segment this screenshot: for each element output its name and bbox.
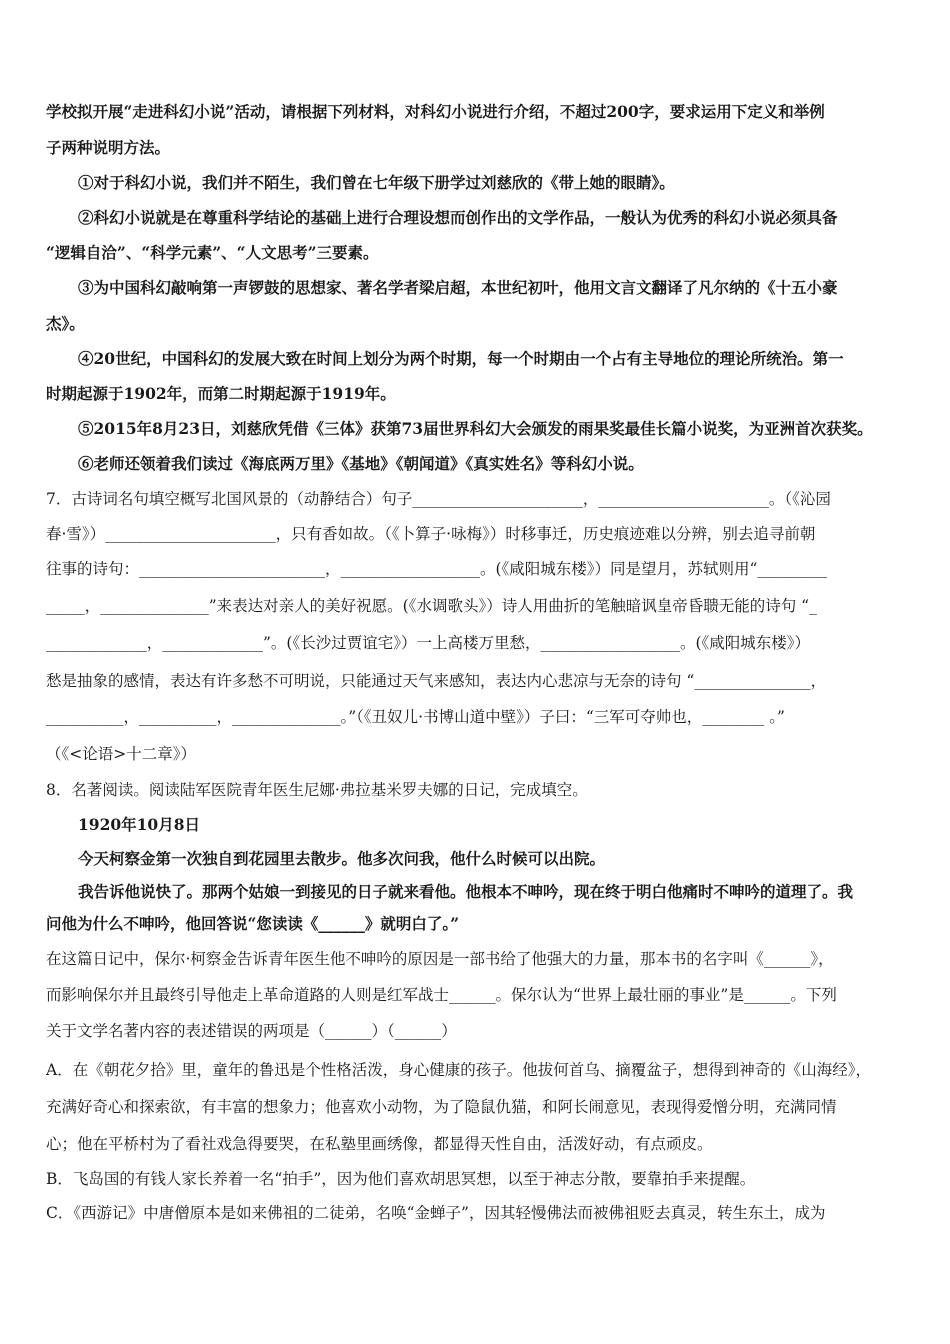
q8-option-b: B．飞岛国的有钱人家长养着一名“拍手”，因为他们喜欢胡思冥想，以至于神志分散，要靠拍手来提醒。 [46,1170,756,1188]
q7-line: 7．古诗词名句填空概写北国风景的（动静结合）句子______________________，______________________。（《沁园 [46,490,831,508]
diary-line: 今天柯察金第一次独自到花园里去散步。他多次问我，他什么时候可以出院。 [78,849,606,868]
q8-title: 8．名著阅读。阅读陆军医院青年医生尼娜·弗拉基米罗夫娜的日记，完成填空。 [46,781,588,799]
q7-line: （《<论语>十二章》） [46,745,196,763]
intro-line: 子两种说明方法。 [46,138,171,157]
q7-line: 愁是抽象的感情，表达有许多愁不可明说，只能通过天气来感知，表达内心悲凉与无奈的诗句 “_______________， [46,672,827,690]
diary-line: 我告诉他说快了。那两个姑娘一到接见的日子就来看他。他根本不呻吟，现在终于明白他痛时不呻吟的道理了。我 [78,882,854,901]
material-item: “逻辑自洽”、“科学元素”、“人文思考”三要素。 [46,243,379,262]
material-item: ⑤2015年8月23日，刘慈欣凭借《三体》获第73届世界科幻大会颁发的雨果奖最佳长篇小说奖，为亚洲首次获奖。 [78,419,873,438]
q8-question-line: 在这篇日记中，保尔·柯察金告诉青年医生他不呻吟的原因是一部书给了他强大的力量，那本书的名字叫《______》， [46,950,834,968]
q7-line: __________，__________，______________。”（《丑奴儿·书博山道中壁》）子曰：“三军可夺帅也，________ 。” [46,708,785,726]
q7-line: _____________，_____________”。(《长沙过贾谊宅》）一上高楼万里愁，__________________。(《咸阳城东楼》） [46,634,811,652]
q8-option-c: C．《西游记》中唐僧原本是如来佛祖的二徒弟，名唤“金蝉子”，因其轻慢佛法而被佛祖贬去真灵，转生东土，成为 [46,1204,826,1222]
q7-line: _____，______________”来表达对亲人的美好祝愿。(《水调歌头》）诗人用曲折的笔触暗讽皇帝昏聩无能的诗句 “_ [46,597,817,615]
q8-option-a: 充满好奇心和探索欲，有丰富的想象力；他喜欢小动物，为了隐鼠仇猫，和阿长闹意见，表现得爱憎分明，充满同情 [46,1098,837,1116]
material-item: ⑥老师还领着我们读过《海底两万里》《基地》《朝闻道》《真实姓名》等科幻小说。 [78,454,644,473]
material-item: ②科幻小说就是在尊重科学结论的基础上进行合理设想而创作出的文学作品，一般认为优秀的科幻小说必须具备 [78,208,838,227]
diary-date: 1920年10月8日 [78,815,200,834]
material-item: ④20世纪，中国科幻的发展大致在时间上划分为两个时期，每一个时期由一个占有主导地位的理论所统治。第一 [78,349,844,368]
material-item: 时期起源于1902年，而第二时期起源于1919年。 [46,384,396,403]
diary-line: 问他为什么不呻吟，他回答说“您读读《______》就明白了。” [46,914,460,933]
q7-line: 春·雪》）______________________，只有香如故。（《卜算子·咏梅》）时移事迁，历史痕迹难以分辨，别去追寻前朝 [46,525,816,543]
material-item: ③为中国科幻敲响第一声锣鼓的思想家、著名学者梁启超，本世纪初叶，他用文言文翻译了凡尔纳的《十五小豪 [78,278,838,297]
q7-line: 往事的诗句：________________________，__________________。(《咸阳城东楼》）同是望月，苏轼则用“_________ [46,560,828,578]
q8-question-line: 而影响保尔并且最终引导他走上革命道路的人则是红军战士______。保尔认为“世界上最壮丽的事业”是______。下列 [46,986,837,1004]
material-item: 杰》。 [46,314,85,333]
material-item: ①对于科幻小说，我们并不陌生，我们曾在七年级下册学过刘慈欣的《带上她的眼睛》。 [78,173,675,192]
q8-question-line: 关于文学名著内容的表述错误的两项是（______）（______） [46,1022,457,1040]
q8-option-a: A．在《朝花夕拾》里，童年的鲁迅是个性格活泼，身心健康的孩子。他拔何首乌、摘覆盆子，想得到神奇的《山海经》， [46,1061,871,1079]
intro-line: 学校拟开展“走进科幻小说”活动，请根据下列材料，对科幻小说进行介绍，不超过200字，要求运用下定义和举例 [46,102,825,121]
q8-option-a: 心；他在平桥村为了看社戏急得要哭，在私塾里画绣像，都显得天性自由，活泼好动，有点顽皮。 [46,1135,713,1153]
